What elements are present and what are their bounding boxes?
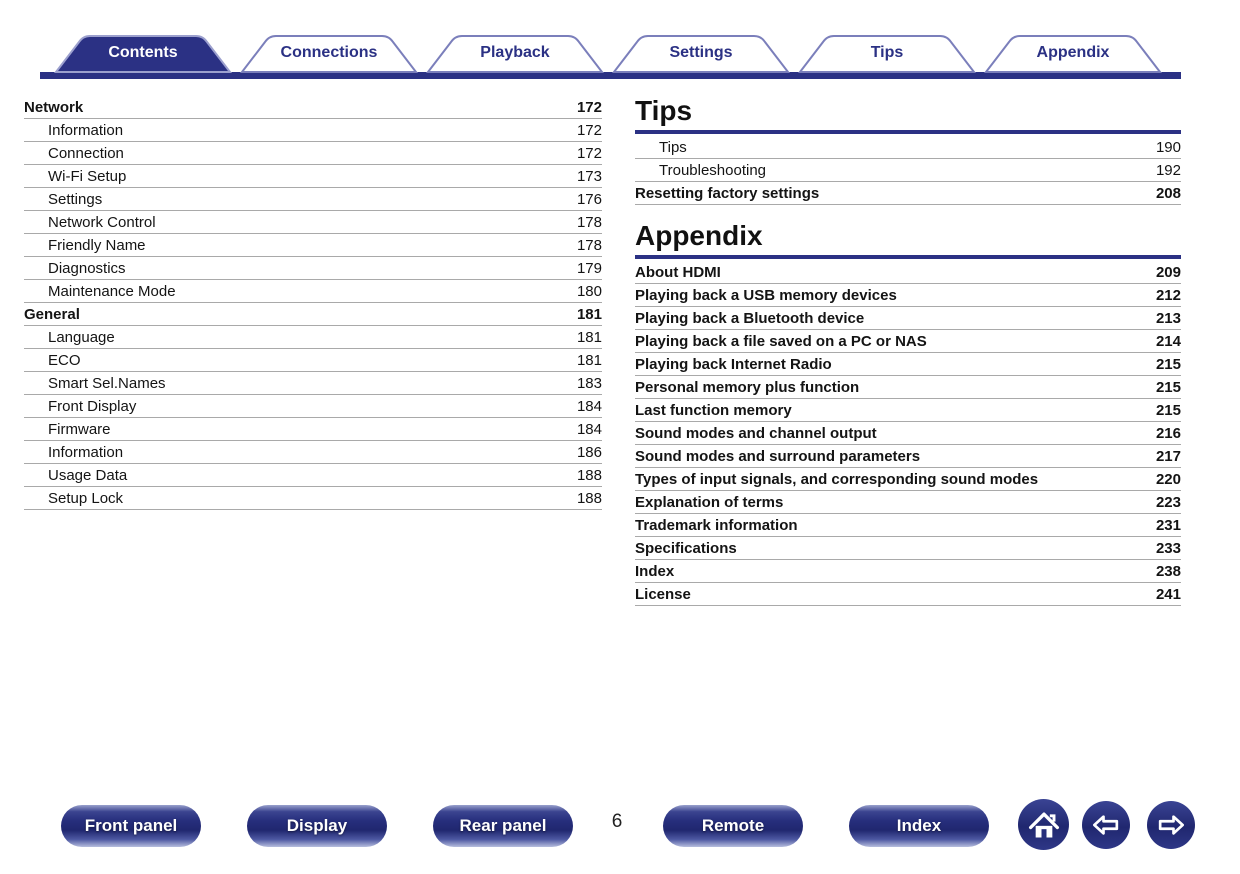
toc-left-column (24, 96, 602, 510)
toc-entry-page: 217 (1155, 447, 1181, 465)
tab-tips[interactable] (797, 35, 977, 73)
toc-entry-page: 241 (1155, 585, 1181, 603)
toc-row[interactable] (635, 376, 1181, 399)
section-heading: Tips (635, 95, 693, 126)
toc-row[interactable] (24, 464, 602, 487)
toc-row[interactable] (24, 211, 602, 234)
toc-entry-page: 181 (576, 328, 602, 346)
toc-row[interactable] (24, 188, 602, 211)
toc-entry-page: 181 (576, 305, 602, 323)
display-button[interactable]: Display (247, 805, 387, 847)
toc-entry-label: Front Display (48, 397, 137, 415)
toc-entry-label: General (24, 305, 80, 323)
toc-row[interactable] (635, 159, 1181, 182)
tab-label: Contents (108, 44, 178, 61)
tab-label: Appendix (1036, 44, 1110, 61)
toc-row[interactable] (24, 418, 602, 441)
toc-entry-page: 215 (1155, 355, 1181, 373)
toc-entry-label: Playing back Internet Radio (635, 355, 832, 373)
toc-row[interactable] (24, 142, 602, 165)
tab-label: Tips (870, 44, 904, 61)
toc-row[interactable] (635, 136, 1181, 159)
toc-entry-label: Tips (659, 138, 687, 156)
toc-section (635, 221, 1181, 606)
toc-right-column (635, 96, 1181, 606)
toc-entry-label: Smart Sel.Names (48, 374, 166, 392)
toc-entry-page: 213 (1155, 309, 1181, 327)
toc-entry-page: 215 (1155, 378, 1181, 396)
tab-connections[interactable] (239, 35, 419, 73)
toc-entry-page: 178 (576, 213, 602, 231)
back-arrow-glyph (1086, 805, 1126, 845)
section-rule (635, 130, 1181, 134)
toc-row[interactable] (24, 257, 602, 280)
toc-entry-page: 184 (576, 420, 602, 438)
toc-entry-page: 188 (576, 489, 602, 507)
toc-row[interactable] (635, 445, 1181, 468)
toc-entry-label: Sound modes and channel output (635, 424, 877, 442)
toc-entry-label: License (635, 585, 691, 603)
toc-entry-label: Network Control (48, 213, 156, 231)
section-rule (635, 255, 1181, 259)
toc-entry-page: 181 (576, 351, 602, 369)
toc-row[interactable] (635, 491, 1181, 514)
toc-entry-page: 188 (576, 466, 602, 484)
toc-row[interactable] (24, 119, 602, 142)
toc-entry-label: Usage Data (48, 466, 128, 484)
toc-entry-label: Types of input signals, and corresponding sound modes (635, 470, 1039, 488)
rear-panel-button[interactable]: Rear panel (433, 805, 573, 847)
home-glyph (1024, 805, 1064, 845)
toc-row[interactable] (24, 372, 602, 395)
toc-entry-page: 180 (576, 282, 602, 300)
tab-label: Playback (480, 44, 550, 61)
toc-entry-page: 208 (1155, 184, 1181, 202)
toc-entry-page: 179 (576, 259, 602, 277)
forward-arrow-icon[interactable] (1147, 801, 1195, 849)
toc-entry-label: Specifications (635, 539, 737, 557)
toc-entry-page: 173 (576, 167, 602, 185)
index-button[interactable]: Index (849, 805, 989, 847)
toc-row[interactable] (24, 96, 602, 119)
toc-row[interactable] (24, 487, 602, 510)
toc-row[interactable] (635, 468, 1181, 491)
toc-row[interactable] (635, 560, 1181, 583)
front-panel-button[interactable]: Front panel (61, 805, 201, 847)
toc-row[interactable] (635, 514, 1181, 537)
toc-entry-page: 172 (576, 98, 602, 116)
page-number: 6 (611, 811, 623, 832)
tab-label: Settings (669, 44, 733, 61)
toc-entry-label: Maintenance Mode (48, 282, 176, 300)
toc-entry-label: Setup Lock (48, 489, 124, 507)
toc-row[interactable] (635, 422, 1181, 445)
toc-entry-label: Last function memory (635, 401, 792, 419)
tab-playback[interactable] (425, 35, 605, 73)
toc-entry-label: About HDMI (635, 263, 721, 281)
home-icon[interactable] (1018, 799, 1069, 850)
toc-row[interactable] (24, 234, 602, 257)
toc-entry-page: 223 (1155, 493, 1181, 511)
toc-row[interactable] (24, 395, 602, 418)
tab-contents[interactable] (53, 35, 233, 73)
toc-entry-label: Explanation of terms (635, 493, 784, 511)
toc-row[interactable] (635, 537, 1181, 560)
toc-entry-label: Playing back a Bluetooth device (635, 309, 865, 327)
remote-button[interactable]: Remote (663, 805, 803, 847)
toc-row[interactable] (24, 280, 602, 303)
toc-entry-label: Information (48, 121, 124, 139)
toc-row[interactable] (635, 261, 1181, 284)
toc-entry-page: 233 (1155, 539, 1181, 557)
back-arrow-icon[interactable] (1082, 801, 1130, 849)
toc-row[interactable] (635, 330, 1181, 353)
toc-entry-label: Wi-Fi Setup (48, 167, 127, 185)
toc-entry-page: 190 (1155, 138, 1181, 156)
toc-entry-label: Sound modes and surround parameters (635, 447, 921, 465)
tab-settings[interactable] (611, 35, 791, 73)
toc-section (635, 96, 1181, 205)
toc-entry-page: 231 (1155, 516, 1181, 534)
toc-entry-page: 183 (576, 374, 602, 392)
toc-entry-label: Friendly Name (48, 236, 146, 254)
toc-row[interactable] (24, 303, 602, 326)
toc-entry-label: Network (24, 98, 84, 116)
tab-label: Connections (280, 44, 378, 61)
toc-entry-label: Resetting factory settings (635, 184, 820, 202)
toc-entry-label: Personal memory plus function (635, 378, 860, 396)
tab-underline-bar (40, 72, 1181, 79)
toc-entry-label: Diagnostics (48, 259, 126, 277)
toc-entry-page: 184 (576, 397, 602, 415)
toc-entry-page: 216 (1155, 424, 1181, 442)
top-tab-bar (53, 35, 1163, 73)
toc-row[interactable] (635, 583, 1181, 606)
toc-row[interactable] (24, 326, 602, 349)
toc-entry-label: Firmware (48, 420, 111, 438)
toc-entry-label: ECO (48, 351, 81, 369)
toc-entry-page: 176 (576, 190, 602, 208)
toc-entry-page: 172 (576, 121, 602, 139)
toc-entry-page: 209 (1155, 263, 1181, 281)
toc-row[interactable] (24, 441, 602, 464)
forward-arrow-glyph (1151, 805, 1191, 845)
toc-entry-page: 238 (1155, 562, 1181, 580)
toc-row[interactable] (635, 284, 1181, 307)
toc-entry-label: Troubleshooting (659, 161, 767, 179)
toc-entry-label: Index (635, 562, 675, 580)
toc-entry-label: Information (48, 443, 124, 461)
toc-entry-label: Language (48, 328, 115, 346)
toc-entry-page: 212 (1155, 286, 1181, 304)
toc-entry-label: Playing back a file saved on a PC or NAS (635, 332, 927, 350)
toc-row[interactable] (635, 399, 1181, 422)
toc-row[interactable] (635, 182, 1181, 205)
toc-entry-page: 214 (1155, 332, 1181, 350)
section-heading: Appendix (635, 220, 763, 251)
toc-entry-label: Playing back a USB memory devices (635, 286, 897, 304)
toc-entry-label: Trademark information (635, 516, 798, 534)
toc-row[interactable] (24, 165, 602, 188)
toc-entry-label: Settings (48, 190, 103, 208)
toc-entry-page: 215 (1155, 401, 1181, 419)
toc-row[interactable] (635, 307, 1181, 330)
toc-entry-label: Connection (48, 144, 124, 162)
tab-appendix[interactable] (983, 35, 1163, 73)
toc-row[interactable] (635, 353, 1181, 376)
toc-row[interactable] (24, 349, 602, 372)
toc-entry-page: 178 (576, 236, 602, 254)
toc-entry-page: 220 (1155, 470, 1181, 488)
toc-entry-page: 186 (576, 443, 602, 461)
toc-entry-page: 172 (576, 144, 602, 162)
toc-entry-page: 192 (1155, 161, 1181, 179)
